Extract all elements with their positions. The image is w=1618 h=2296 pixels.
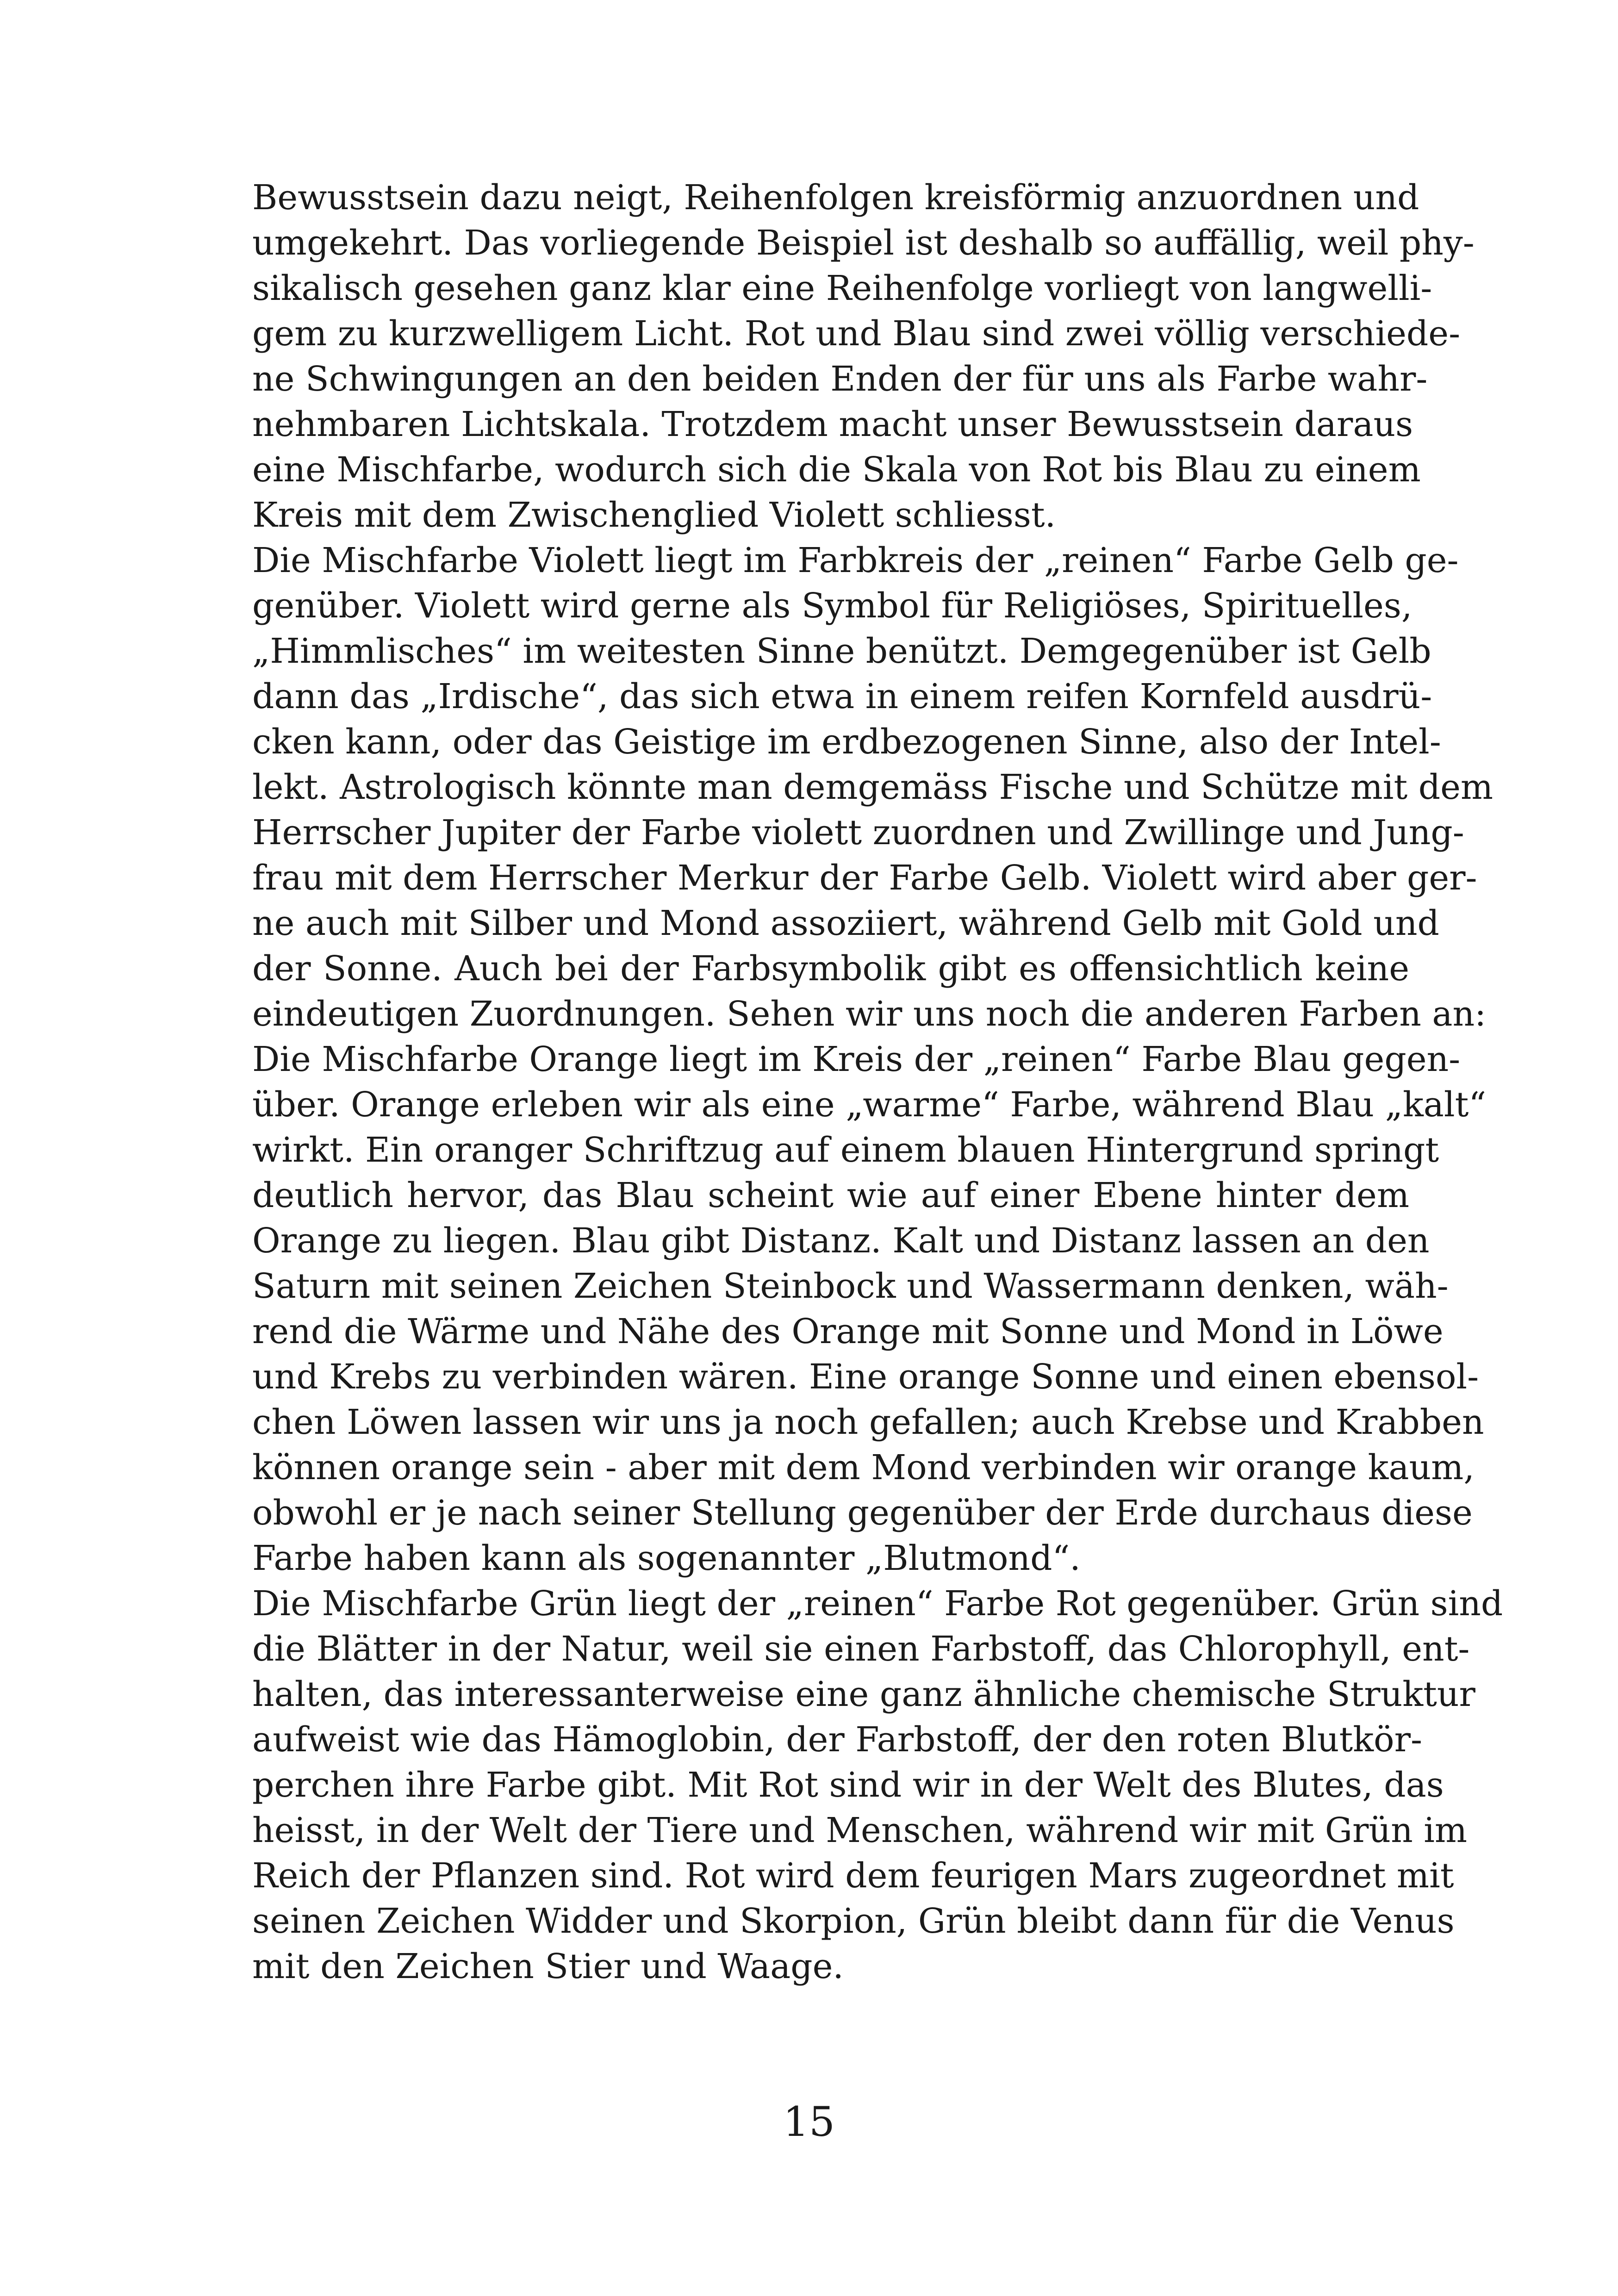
text-line: nehmbaren Lichtskala. Trotzdem macht unser Bewusstsein daraus	[252, 404, 1413, 444]
text-line: obwohl er je nach seiner Stellung gegenüber der Erde durchaus diese	[252, 1493, 1473, 1533]
text-line: genüber. Violett wird gerne als Symbol für Religiöses, Spirituelles,	[252, 586, 1413, 626]
text-line: cken kann, oder das Geistige im erdbezogenen Sinne, also der Intel-	[252, 722, 1441, 762]
text-line: Orange zu liegen. Blau gibt Distanz. Kalt und Distanz lassen an den	[252, 1221, 1430, 1261]
text-line: eine Mischfarbe, wodurch sich die Skala von Rot bis Blau zu einem	[252, 450, 1421, 490]
text-line: eindeutigen Zuordnungen. Sehen wir uns noch die anderen Farben an:	[252, 994, 1487, 1034]
text-line: Kreis mit dem Zwischenglied Violett schliesst.	[252, 495, 1056, 535]
text-line: umgekehrt. Das vorliegende Beispiel ist deshalb so auffällig, weil phy-	[252, 223, 1475, 263]
text-line: der Sonne. Auch bei der Farbsymbolik gibt es offensichtlich keine	[252, 949, 1409, 989]
text-line: und Krebs zu verbinden wären. Eine orange Sonne und einen ebensol-	[252, 1357, 1479, 1397]
text-line: Farbe haben kann als sogenannter „Blutmond“.	[252, 1538, 1081, 1578]
text-line: die Blätter in der Natur, weil sie einen Farbstoff, das Chlorophyll, ent-	[252, 1629, 1470, 1669]
text-line: ne Schwingungen an den beiden Enden der für uns als Farbe wahr-	[252, 359, 1428, 399]
text-line: wirkt. Ein oranger Schriftzug auf einem blauen Hintergrund springt	[252, 1130, 1439, 1170]
text-line: ne auch mit Silber und Mond assoziiert, während Gelb mit Gold und	[252, 903, 1439, 943]
text-line: Die Mischfarbe Grün liegt der „reinen“ Farbe Rot gegenüber. Grün sind	[252, 1584, 1503, 1624]
body-text	[252, 175, 1503, 1989]
text-line: Reich der Pflanzen sind. Rot wird dem feurigen Mars zugeordnet mit	[252, 1856, 1454, 1896]
text-line: gem zu kurzwelligem Licht. Rot und Blau sind zwei völlig verschiede-	[252, 314, 1461, 354]
text-line: mit den Zeichen Stier und Waage.	[252, 1947, 844, 1986]
text-line: seinen Zeichen Widder und Skorpion, Grün bleibt dann für die Venus	[252, 1901, 1455, 1941]
text-line: über. Orange erleben wir als eine „warme“ Farbe, während Blau „kalt“	[252, 1085, 1487, 1125]
text-line: Die Mischfarbe Orange liegt im Kreis der „reinen“ Farbe Blau gegen-	[252, 1039, 1461, 1079]
text-line: aufweist wie das Hämoglobin, der Farbstoff, der den roten Blutkör-	[252, 1720, 1422, 1760]
text-line: dann das „Irdische“, das sich etwa in einem reifen Kornfeld ausdrü-	[252, 677, 1432, 716]
text-line: „Himmlisches“ im weitesten Sinne benützt. Demgegenüber ist Gelb	[252, 631, 1431, 671]
text-line: heisst, in der Welt der Tiere und Menschen, während wir mit Grün im	[252, 1811, 1468, 1850]
text-line: perchen ihre Farbe gibt. Mit Rot sind wir in der Welt des Blutes, das	[252, 1765, 1444, 1805]
text-line: halten, das interessanterweise eine ganz ähnliche chemische Struktur	[252, 1674, 1475, 1714]
text-line: Saturn mit seinen Zeichen Steinbock und Wassermann denken, wäh-	[252, 1266, 1449, 1306]
text-line: chen Löwen lassen wir uns ja noch gefallen; auch Krebse und Krabben	[252, 1402, 1484, 1442]
page-number: 15	[783, 2098, 835, 2146]
text-line: können orange sein - aber mit dem Mond verbinden wir orange kaum,	[252, 1448, 1475, 1487]
text-line: Bewusstsein dazu neigt, Reihenfolgen kreisförmig anzuordnen und	[252, 178, 1419, 218]
text-line: Die Mischfarbe Violett liegt im Farbkreis der „reinen“ Farbe Gelb ge-	[252, 541, 1459, 580]
text-line: frau mit dem Herrscher Merkur der Farbe Gelb. Violett wird aber ger-	[252, 858, 1477, 898]
text-line: rend die Wärme und Nähe des Orange mit Sonne und Mond in Löwe	[252, 1312, 1444, 1351]
text-line: deutlich hervor, das Blau scheint wie auf einer Ebene hinter dem	[252, 1176, 1409, 1215]
text-line: Herrscher Jupiter der Farbe violett zuordnen und Zwillinge und Jung-	[252, 813, 1464, 852]
text-line: lekt. Astrologisch könnte man demgemäss Fische und Schütze mit dem	[252, 767, 1494, 807]
text-line: sikalisch gesehen ganz klar eine Reihenfolge vorliegt von langwelli-	[252, 268, 1432, 308]
